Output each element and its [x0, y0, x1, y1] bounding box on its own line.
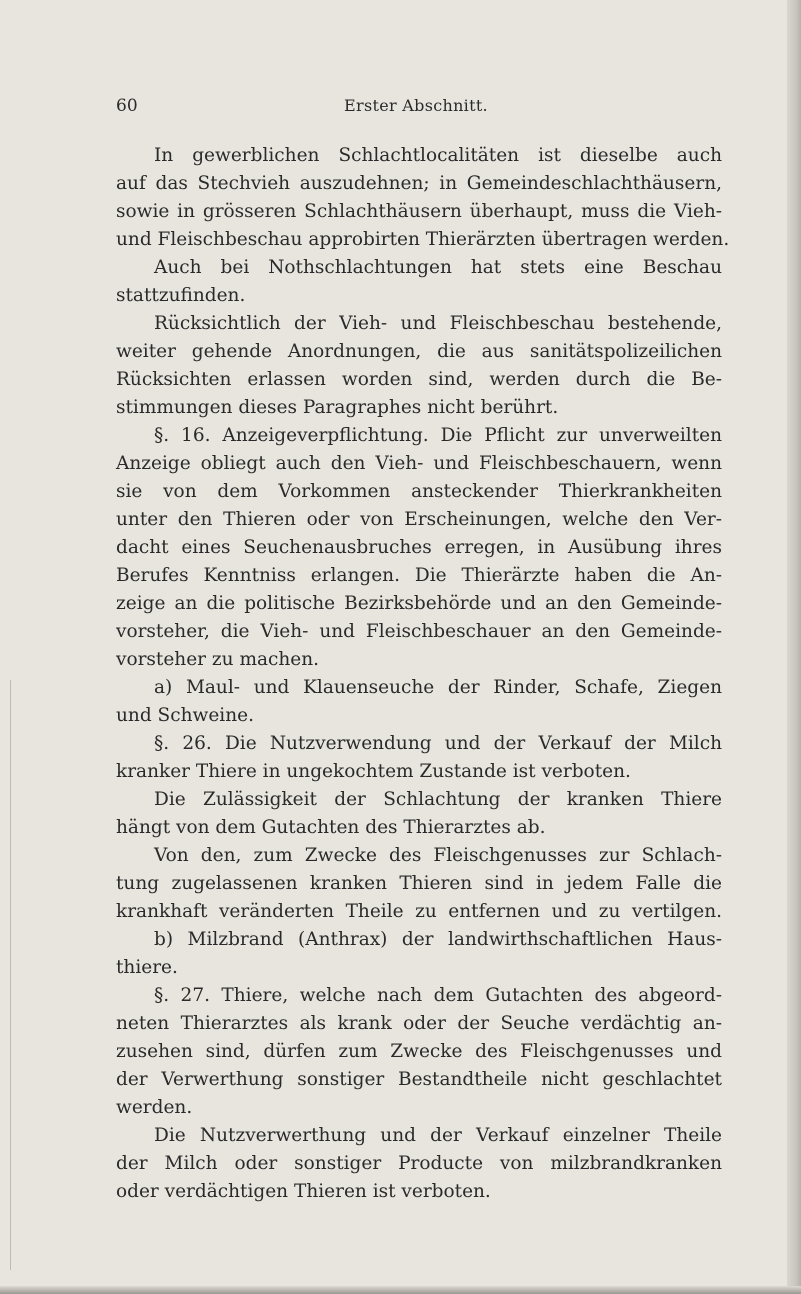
text-line: vorsteher zu machen. [116, 649, 320, 670]
text-line: §. 26. Die Nutzverwendung und der Verkauf der Milch [154, 733, 722, 754]
body-text [116, 142, 730, 1206]
page-edge-bottom [0, 1286, 801, 1294]
text-line: oder verdächtigen Thieren ist verboten. [116, 1181, 491, 1202]
text-line: tung zugelassenen kranken Thieren sind in jedem Falle die [116, 873, 722, 894]
text-line: sowie in grösseren Schlachthäusern überhaupt, muss die Vieh- [116, 201, 722, 222]
text-line: vorsteher, die Vieh- und Fleischbeschauer an den Gemeinde- [116, 621, 722, 642]
text-line: krankhaft veränderten Theile zu entfernen und zu vertilgen. [116, 901, 722, 922]
text-line: der Verwerthung sonstiger Bestandtheile nicht geschlachtet [116, 1069, 722, 1090]
text-line: Rücksichten erlassen worden sind, werden durch die Be- [116, 369, 722, 390]
running-head: Erster Abschnitt. [344, 96, 488, 115]
text-line: Die Nutzverwerthung und der Verkauf einzelner Theile [154, 1125, 722, 1146]
page-number: 60 [116, 96, 138, 116]
text-line: werden. [116, 1097, 193, 1118]
text-line: und Fleischbeschau approbirten Thierärzten übertragen werden. [116, 229, 730, 250]
text-line: zusehen sind, dürfen zum Zwecke des Fleischgenusses und [116, 1041, 722, 1062]
text-line: §. 16. Anzeigeverpflichtung. Die Pflicht zur unverweilten [154, 425, 722, 446]
text-line: In gewerblichen Schlachtlocalitäten ist dieselbe auch [154, 145, 722, 166]
text-line: Die Zulässigkeit der Schlachtung der kranken Thiere [154, 789, 722, 810]
text-line: Von den, zum Zwecke des Fleischgenusses zur Schlach- [154, 845, 722, 866]
text-line: dacht eines Seuchenausbruches erregen, in Ausübung ihres [116, 537, 722, 558]
text-line: stattzufinden. [116, 285, 246, 306]
text-line: zeige an die politische Bezirksbehörde und an den Gemeinde- [116, 593, 722, 614]
text-line: unter den Thieren oder von Erscheinungen, welche den Ver- [116, 509, 722, 530]
text-line: Anzeige obliegt auch den Vieh- und Fleischbeschauern, wenn [116, 453, 722, 474]
text-line: sie von dem Vorkommen ansteckender Thierkrankheiten [116, 481, 722, 502]
text-line: stimmungen dieses Paragraphes nicht berührt. [116, 397, 559, 418]
text-line: §. 27. Thiere, welche nach dem Gutachten des abgeord- [154, 985, 722, 1006]
text-line: der Milch oder sonstiger Producte von milzbrandkranken [116, 1153, 722, 1174]
text-line: kranker Thiere in ungekochtem Zustande ist verboten. [116, 761, 631, 782]
text-line: Rücksichtlich der Vieh- und Fleischbeschau bestehende, [154, 313, 722, 334]
text-line: b) Milzbrand (Anthrax) der landwirthschaftlichen Haus- [154, 929, 722, 950]
text-line: a) Maul- und Klauenseuche der Rinder, Schafe, Ziegen [154, 677, 722, 698]
text-line: auf das Stechvieh auszudehnen; in Gemeindeschlachthäusern, [116, 173, 722, 194]
page-edge-right [787, 0, 801, 1294]
text-line: hängt von dem Gutachten des Thierarztes ab. [116, 817, 546, 838]
page-header [116, 96, 716, 120]
text-line: Berufes Kenntniss erlangen. Die Thierärzte haben die An- [116, 565, 722, 586]
margin-rule [10, 680, 11, 1270]
text-line: Auch bei Nothschlachtungen hat stets eine Beschau [154, 257, 722, 278]
text-line: thiere. [116, 957, 178, 978]
text-line: neten Thierarztes als krank oder der Seuche verdächtig an- [116, 1013, 722, 1034]
text-line: und Schweine. [116, 705, 254, 726]
text-line: weiter gehende Anordnungen, die aus sanitätspolizeilichen [116, 341, 722, 362]
